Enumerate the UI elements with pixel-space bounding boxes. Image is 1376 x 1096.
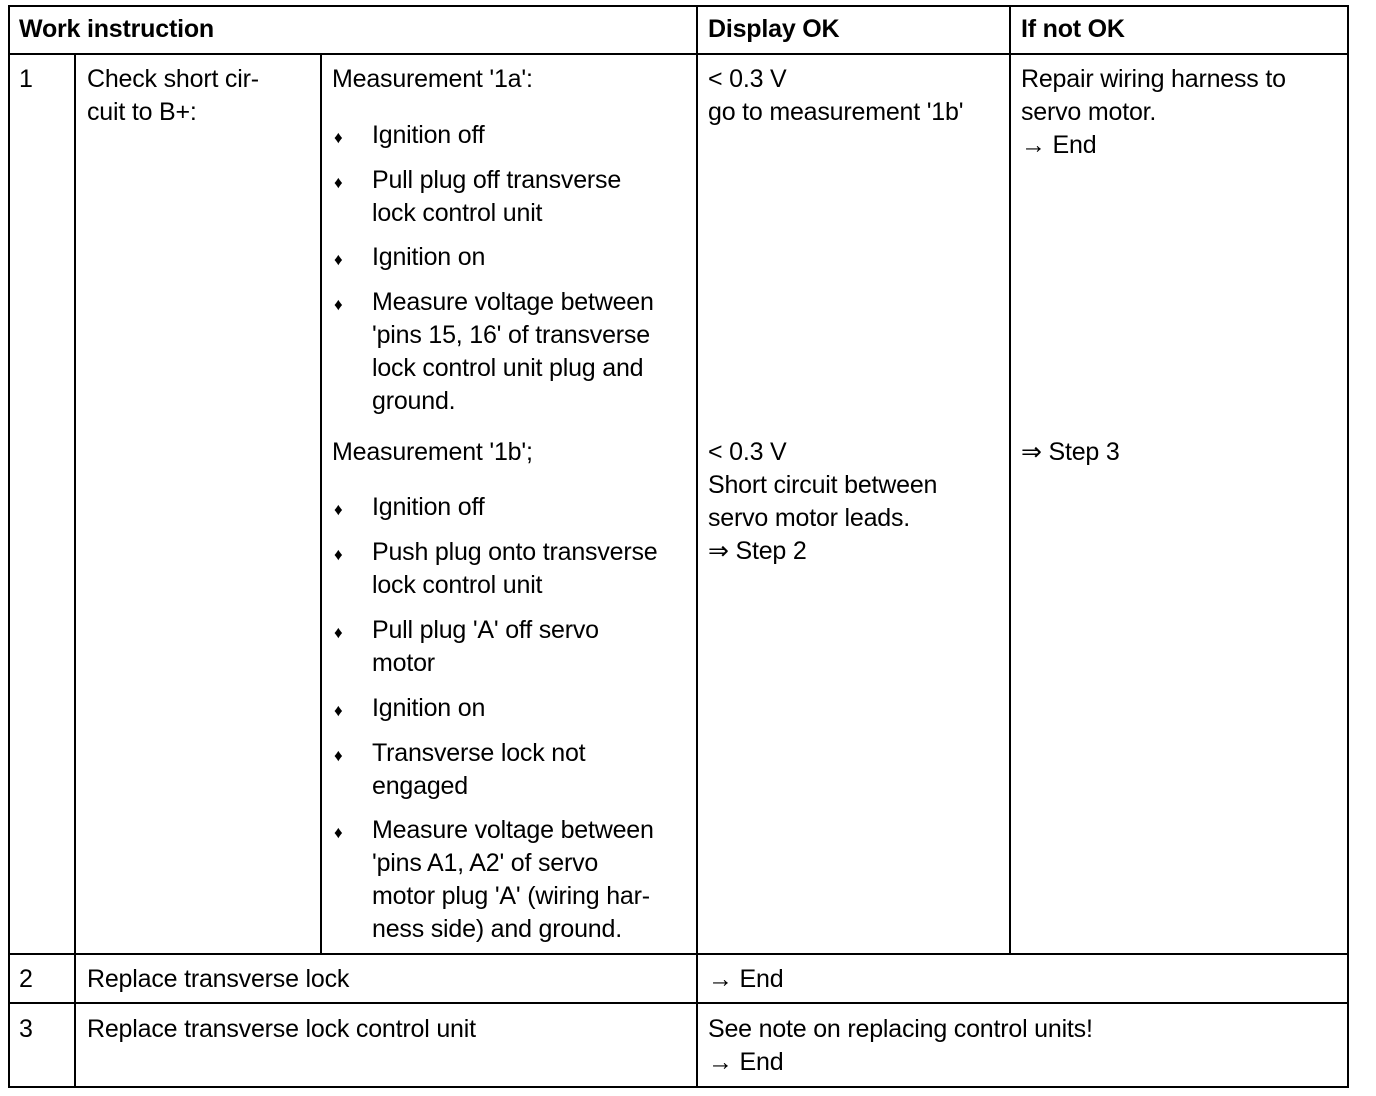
row1-title (87, 63, 259, 129)
result-line: servo motor leads. (708, 504, 911, 532)
bullet-icon: ♦ (334, 173, 343, 192)
step-line: lock control unit (372, 199, 543, 227)
row1-number: 1 (19, 65, 33, 93)
result-line: < 0.3 V (708, 438, 787, 466)
bullet-icon: ♦ (334, 250, 343, 269)
col-instruction-divider (696, 5, 698, 1088)
measurement-1a-if-not-ok (1021, 63, 1286, 162)
row2-number: 2 (19, 965, 33, 993)
row3-display-ok (708, 1013, 1093, 1079)
step-line: Pull plug 'A' off servo (372, 616, 599, 644)
step-line: 'pins A1, A2' of servo (372, 849, 599, 877)
result-line: Repair wiring harness to (1021, 65, 1286, 93)
result-line: servo motor. (1021, 98, 1157, 126)
step-line: Push plug onto transverse (372, 538, 658, 566)
table-border-left (8, 5, 10, 1088)
measurement-1b-label: Measurement '1b'; (332, 438, 533, 466)
col-num-divider (74, 53, 76, 1088)
table-border-top (8, 5, 1349, 7)
col-display-divider (1009, 5, 1011, 955)
header-if-not-ok: If not OK (1021, 15, 1125, 43)
table-border-right (1347, 5, 1349, 1088)
m1b-step (372, 614, 599, 680)
row1-title-line: cuit to B+: (87, 98, 197, 126)
bullet-icon: ♦ (334, 295, 343, 314)
bullet-icon: ♦ (334, 128, 343, 147)
result-line: go to measurement '1b' (708, 98, 964, 126)
result-line: ⇒ Step 2 (708, 537, 807, 565)
m1a-step (372, 119, 485, 152)
table-border-bottom (8, 1086, 1349, 1088)
m1b-step (372, 536, 657, 602)
step-line: Pull plug off transverse (372, 166, 622, 194)
step-line: lock control unit plug and (372, 354, 644, 382)
m1b-step (372, 737, 585, 803)
measurement-1a-label: Measurement '1a': (332, 65, 533, 93)
step-line: ground. (372, 387, 456, 415)
m1a-step (372, 286, 654, 418)
bullet-icon: ♦ (334, 823, 343, 842)
measurement-1b-display-ok (708, 436, 937, 568)
m1b-step (372, 692, 485, 725)
bullet-icon: ♦ (334, 545, 343, 564)
row2-display-ok: → End (708, 965, 784, 993)
row2-divider (8, 1002, 1349, 1004)
step-line: Measure voltage between (372, 288, 654, 316)
step-line: Ignition off (372, 493, 485, 521)
col-title-divider (320, 53, 322, 955)
step-line: lock control unit (372, 571, 543, 599)
bullet-icon: ♦ (334, 746, 343, 765)
measurement-1b-if-not-ok (1021, 436, 1120, 469)
header-work-instruction: Work instruction (19, 15, 214, 43)
m1b-step (372, 491, 485, 524)
m1b-step (372, 814, 654, 946)
step-line: engaged (372, 772, 468, 800)
step-line: Ignition on (372, 243, 486, 271)
row3-instruction: Replace transverse lock control unit (87, 1015, 476, 1043)
step-line: motor plug 'A' (wiring har- (372, 882, 650, 910)
row3-number: 3 (19, 1015, 33, 1043)
step-line: 'pins 15, 16' of transverse (372, 321, 650, 349)
step-line: Transverse lock not (372, 739, 586, 767)
m1a-step (372, 241, 485, 274)
work-instruction-table (8, 5, 1349, 1089)
result-line: → End (708, 1048, 784, 1076)
result-line: < 0.3 V (708, 65, 787, 93)
bullet-icon: ♦ (334, 701, 343, 720)
measurement-1a-display-ok (708, 63, 963, 129)
step-line: Ignition on (372, 694, 486, 722)
result-line: See note on replacing control units! (708, 1015, 1093, 1043)
step-line: Measure voltage between (372, 816, 654, 844)
row2-instruction: Replace transverse lock (87, 965, 350, 993)
row1-title-line: Check short cir- (87, 65, 259, 93)
result-line: Short circuit between (708, 471, 938, 499)
step-line: Ignition off (372, 121, 485, 149)
header-display-ok: Display OK (708, 15, 840, 43)
header-divider (8, 53, 1349, 55)
row1-divider (8, 953, 1349, 955)
result-line: → End (1021, 131, 1097, 159)
bullet-icon: ♦ (334, 500, 343, 519)
step-line: ness side) and ground. (372, 915, 622, 943)
m1a-step (372, 164, 621, 230)
bullet-icon: ♦ (334, 623, 343, 642)
step-line: motor (372, 649, 435, 677)
result-line: ⇒ Step 3 (1021, 438, 1120, 466)
